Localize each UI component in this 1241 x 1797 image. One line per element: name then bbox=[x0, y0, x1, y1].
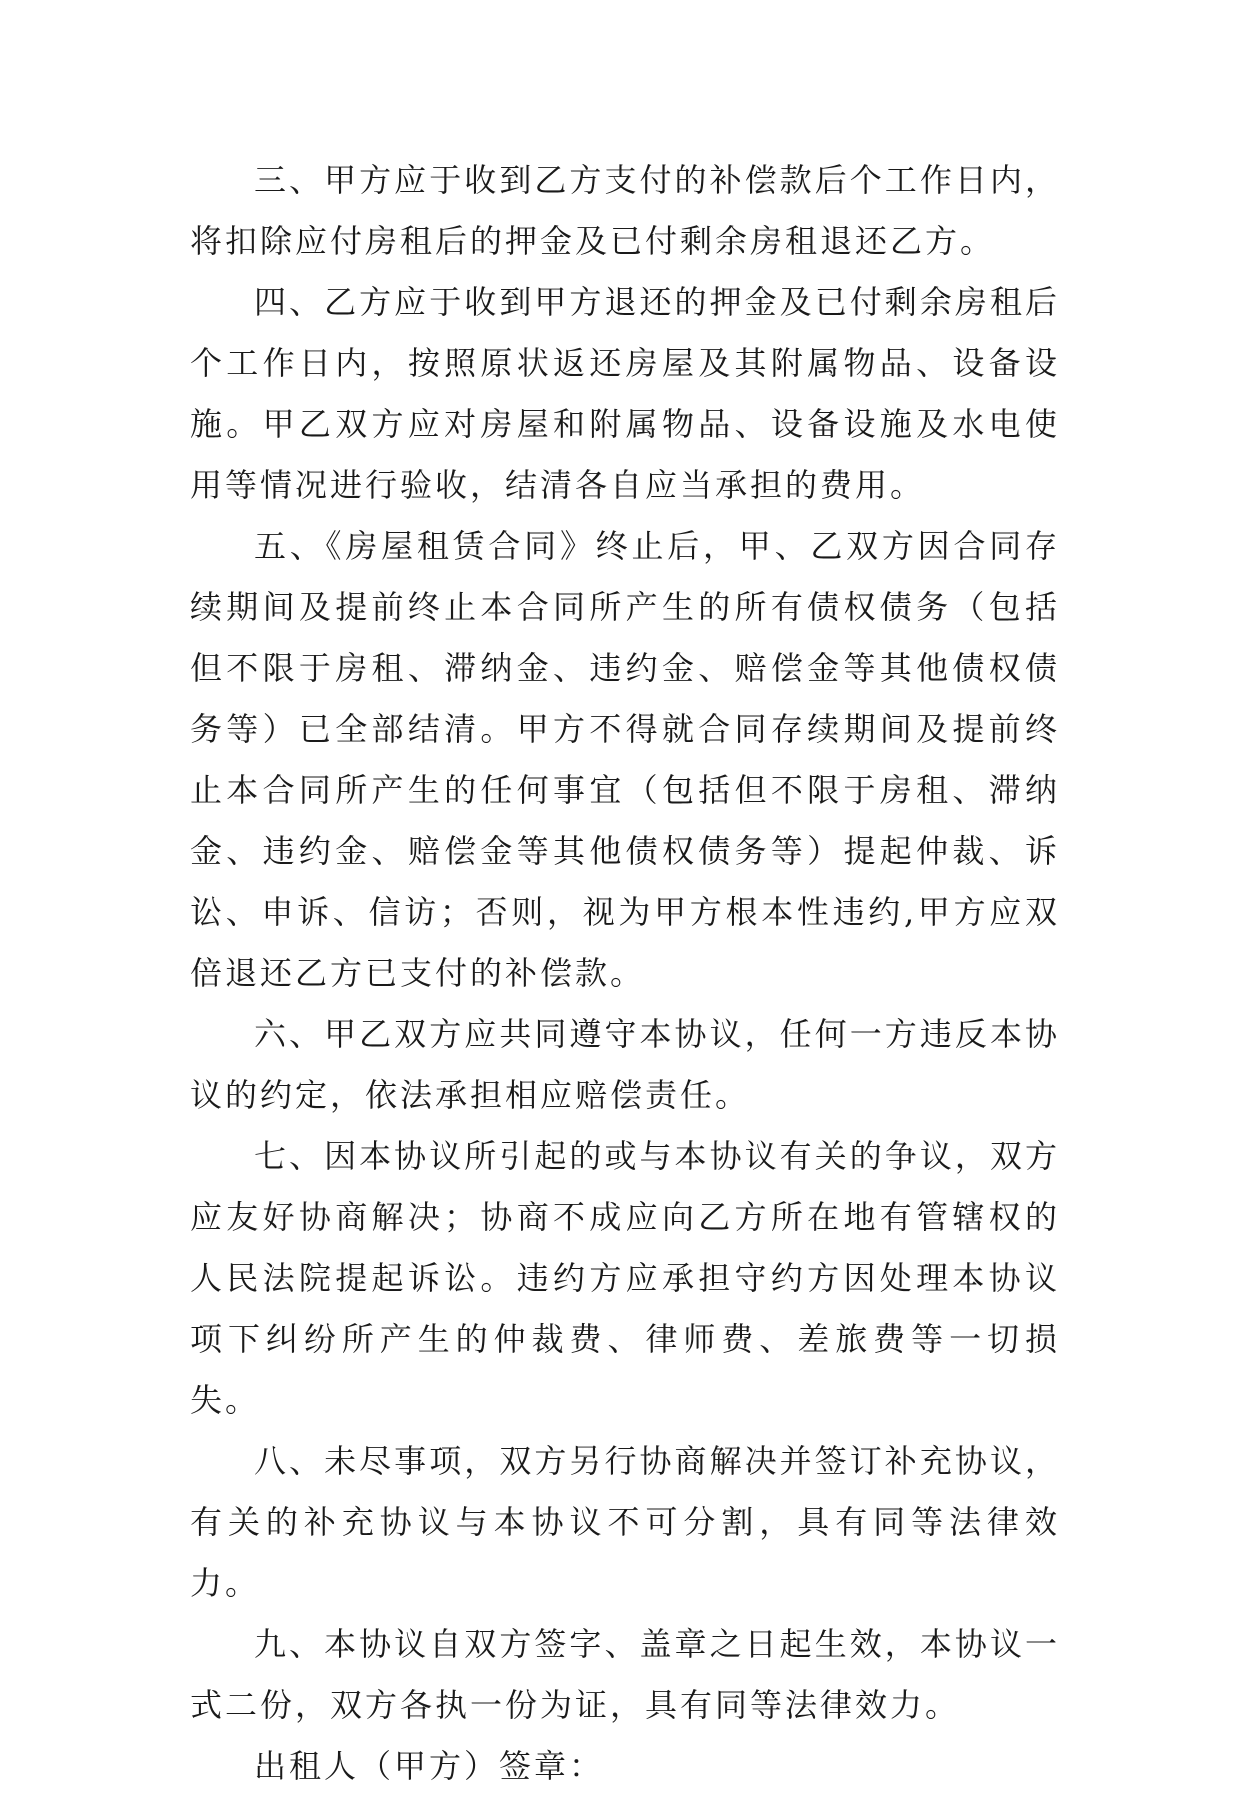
clause-9: 九、本协议自双方签字、盖章之日起生效，本协议一式二份，双方各执一份为证，具有同等法律效力。 bbox=[190, 1625, 1060, 1724]
clause-3: 三、甲方应于收到乙方支付的补偿款后个工作日内，将扣除应付房租后的押金及已付剩余房租退还乙方。 bbox=[190, 161, 1060, 260]
clause-8: 八、未尽事项，双方另行协商解决并签订补充协议，有关的补充协议与本协议不可分割，具有同等法律效力。 bbox=[190, 1442, 1060, 1602]
clause-7: 七、因本协议所引起的或与本协议有关的争议，双方应友好协商解决；协商不成应向乙方所在地有管辖权的人民法院提起诉讼。违约方应承担守约方因处理本协议项下纠纷所产生的仲裁费、律师费、差旅费等一切损失。 bbox=[190, 1137, 1060, 1419]
clause-6: 六、甲乙双方应共同遵守本协议，任何一方违反本协议的约定，依法承担相应赔偿责任。 bbox=[190, 1015, 1060, 1114]
lessor-signature-line: 出租人（甲方）签章： bbox=[254, 1747, 605, 1785]
clause-5: 五、《房屋租赁合同》终止后，甲、乙双方因合同存续期间及提前终止本合同所产生的所有债权债务（包括但不限于房租、滞纳金、违约金、赔偿金等其他债权债务等）已全部结清。甲方不得就合同存续期间及提前终止本合同所产生的任何事宜（包括但不限于房租、滞纳金、违约金、赔偿金等其他债权债务等）提起仲裁、诉讼、申诉、信访；否则，视为甲方根本性违约,甲方应双倍退还乙方已支付的补偿款。 bbox=[190, 527, 1060, 992]
document-body bbox=[190, 150, 1060, 1797]
clause-4: 四、乙方应于收到甲方退还的押金及已付剩余房租后个工作日内，按照原状返还房屋及其附属物品、设备设施。甲乙双方应对房屋和附属物品、设备设施及水电使用等情况进行验收，结清各自应当承担的费用。 bbox=[190, 283, 1060, 504]
